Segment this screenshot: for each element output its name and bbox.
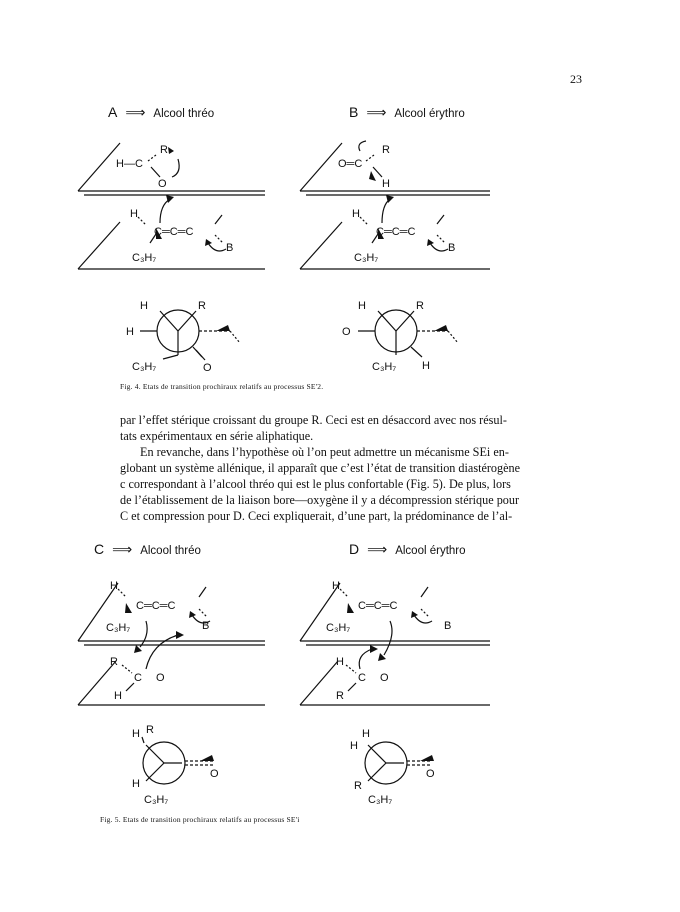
- label-b: B: [202, 620, 210, 632]
- body-text: [120, 412, 590, 524]
- bond: [368, 745, 386, 763]
- bond: [366, 155, 374, 161]
- bond: [122, 665, 132, 673]
- figure-5-caption: Fig. 5. Etats de transition prochiraux relatifs au processus SE'i: [100, 815, 300, 824]
- bond: [118, 589, 126, 597]
- bond: [340, 589, 348, 597]
- bond: [373, 167, 382, 177]
- panel-b-letter: B: [349, 104, 359, 120]
- curved-arrow: [140, 621, 147, 647]
- figure-4-caption: Fig. 4. Etats de transition prochiraux relatifs au processus SE'2.: [120, 382, 324, 391]
- surface-line: [78, 143, 120, 191]
- curved-arrow: [208, 243, 226, 251]
- label-c3h7: C₃H₇: [106, 622, 131, 634]
- figure-5-drawing: [60, 565, 620, 810]
- surface-line: [300, 222, 342, 269]
- fig5-panel-c-header: [94, 541, 201, 558]
- curved-arrow: [414, 615, 432, 623]
- wedge-bond: [420, 755, 434, 761]
- label-r: R: [354, 780, 362, 792]
- page-number: 23: [570, 72, 582, 86]
- arrow-symbol: ⟹: [125, 104, 146, 120]
- label-o: O: [203, 362, 212, 374]
- curved-arrow: [172, 159, 179, 177]
- arrow-symbol: ⟹: [366, 104, 387, 120]
- wedge-bond: [434, 325, 448, 331]
- label-c3h7: C₃H₇: [144, 794, 169, 806]
- label-allene: C═C═C: [376, 226, 416, 238]
- panel-d-letter: D: [349, 541, 360, 557]
- bond: [348, 683, 356, 691]
- bond: [148, 155, 156, 161]
- curved-arrow: [384, 621, 392, 655]
- panel-c-letter: C: [94, 541, 105, 557]
- fig4-panel-b-header: [349, 104, 465, 121]
- label-h: H: [132, 728, 140, 740]
- bond: [437, 235, 445, 243]
- label-r: R: [160, 144, 168, 156]
- wedge-bond: [369, 171, 376, 181]
- label-h: H: [114, 690, 122, 702]
- surface-line: [300, 661, 338, 705]
- label-h: H: [132, 778, 140, 790]
- label-h: H: [350, 740, 358, 752]
- arrowhead: [205, 239, 212, 246]
- panel-a-letter: A: [108, 104, 118, 120]
- arrow-symbol: ⟹: [367, 541, 388, 557]
- wedge-bond: [216, 325, 230, 331]
- curved-arrow: [160, 199, 170, 223]
- curved-arrow: [146, 635, 178, 669]
- label-h: H: [352, 208, 360, 220]
- text-line: de l’établissement de la liaison bore—oxygène il y a décompression stérique pour: [120, 493, 520, 507]
- label-r: R: [416, 300, 424, 312]
- label-h: H: [130, 208, 138, 220]
- label-hc: H—C: [116, 158, 143, 170]
- label-c3h7: C₃H₇: [354, 252, 379, 264]
- label-h: H: [126, 326, 134, 338]
- label-c3h7: C₃H₇: [372, 361, 397, 373]
- arrow-symbol: ⟹: [112, 541, 133, 557]
- arrowhead: [176, 631, 184, 639]
- panel-d-label: Alcool érythro: [395, 545, 466, 557]
- bond: [126, 683, 134, 691]
- arrowhead: [189, 611, 196, 618]
- panel-c-label: Alcool thréo: [140, 545, 201, 557]
- bond: [448, 331, 458, 343]
- bond: [421, 587, 428, 597]
- text-line: par l’effet stérique croissant du groupe R. Ceci est en désaccord avec nos résul-: [120, 413, 507, 427]
- bond: [215, 235, 223, 243]
- bond: [196, 350, 205, 360]
- label-r: R: [336, 690, 344, 702]
- text-line: tats expérimentaux en série aliphatique.: [120, 429, 314, 443]
- bond: [199, 609, 207, 617]
- curved-arrow: [430, 243, 448, 251]
- bond: [378, 311, 396, 331]
- bond: [396, 311, 414, 331]
- label-o: O: [426, 768, 435, 780]
- bond: [199, 587, 206, 597]
- label-h: H: [422, 360, 430, 372]
- label-h: H: [336, 656, 344, 668]
- label-r: R: [146, 724, 154, 736]
- curved-arrow: [359, 141, 366, 151]
- arrowhead: [411, 611, 418, 618]
- label-h: H: [358, 300, 366, 312]
- bond: [146, 763, 164, 781]
- curved-arrow: [382, 199, 390, 223]
- label-h: H: [332, 580, 340, 592]
- label-o: O: [156, 672, 165, 684]
- label-b: B: [444, 620, 452, 632]
- text-line: globant un système allénique, il apparaît que c’est l’état de transition diastérogène: [120, 461, 521, 475]
- label-r: R: [198, 300, 206, 312]
- label-oc: O═C: [338, 158, 363, 170]
- bond: [215, 215, 222, 224]
- bond: [178, 311, 196, 331]
- bond: [368, 763, 386, 781]
- bond: [421, 609, 429, 617]
- label-o: O: [342, 326, 351, 338]
- fig4-panel-a-header: [108, 104, 214, 121]
- arrowhead: [168, 147, 174, 154]
- label-h: H: [110, 580, 118, 592]
- label-c: C: [358, 672, 366, 684]
- label-c: C: [134, 672, 142, 684]
- bond: [160, 311, 178, 331]
- label-o: O: [380, 672, 389, 684]
- label-h: H: [382, 178, 390, 190]
- label-c3h7: C₃H₇: [326, 622, 351, 634]
- wedge-bond: [125, 603, 132, 613]
- panel-a-label: Alcool thréo: [153, 108, 215, 120]
- fig5-panel-d-header: [349, 541, 466, 558]
- wedge-bond: [200, 755, 214, 761]
- label-r: R: [382, 144, 390, 156]
- arrowhead: [427, 239, 434, 246]
- wedge-bond: [347, 603, 354, 613]
- panel-b-label: Alcool érythro: [394, 108, 465, 120]
- label-allene: C═C═C: [358, 600, 398, 612]
- label-c3h7: C₃H₇: [368, 794, 393, 806]
- bond: [437, 215, 444, 224]
- bond: [163, 355, 178, 359]
- label-c3h7: C₃H₇: [132, 252, 157, 264]
- text-line: En revanche, dans l’hypothèse où l’on peut admettre un mécanisme SEi en-: [140, 445, 509, 459]
- bond: [138, 217, 146, 225]
- label-o: O: [210, 768, 219, 780]
- label-o: O: [158, 178, 167, 190]
- bond: [146, 745, 164, 763]
- surface-line: [300, 143, 342, 191]
- label-h: H: [140, 300, 148, 312]
- bond: [230, 331, 240, 343]
- label-r: R: [110, 656, 118, 668]
- bond: [142, 737, 144, 743]
- bond: [411, 347, 422, 357]
- label-allene: C═C═C: [136, 600, 176, 612]
- arrowhead: [370, 645, 378, 653]
- bond: [360, 217, 368, 225]
- label-b: B: [448, 242, 456, 254]
- label-c3h7: C₃H₇: [132, 361, 157, 373]
- label-allene: C═C═C: [154, 226, 194, 238]
- surface-line: [78, 222, 120, 269]
- label-b: B: [226, 242, 234, 254]
- bond: [346, 665, 356, 673]
- bond: [151, 167, 160, 177]
- text-line: c correspondant à l’alcool thréo qui est le plus confortable (Fig. 5). De plus, lors: [120, 477, 511, 491]
- text-line: C et compression pour D. Ceci expliquerait, d’une part, la prédominance de l’al-: [120, 509, 513, 523]
- label-h: H: [362, 728, 370, 740]
- figure-4-drawing: [60, 125, 620, 380]
